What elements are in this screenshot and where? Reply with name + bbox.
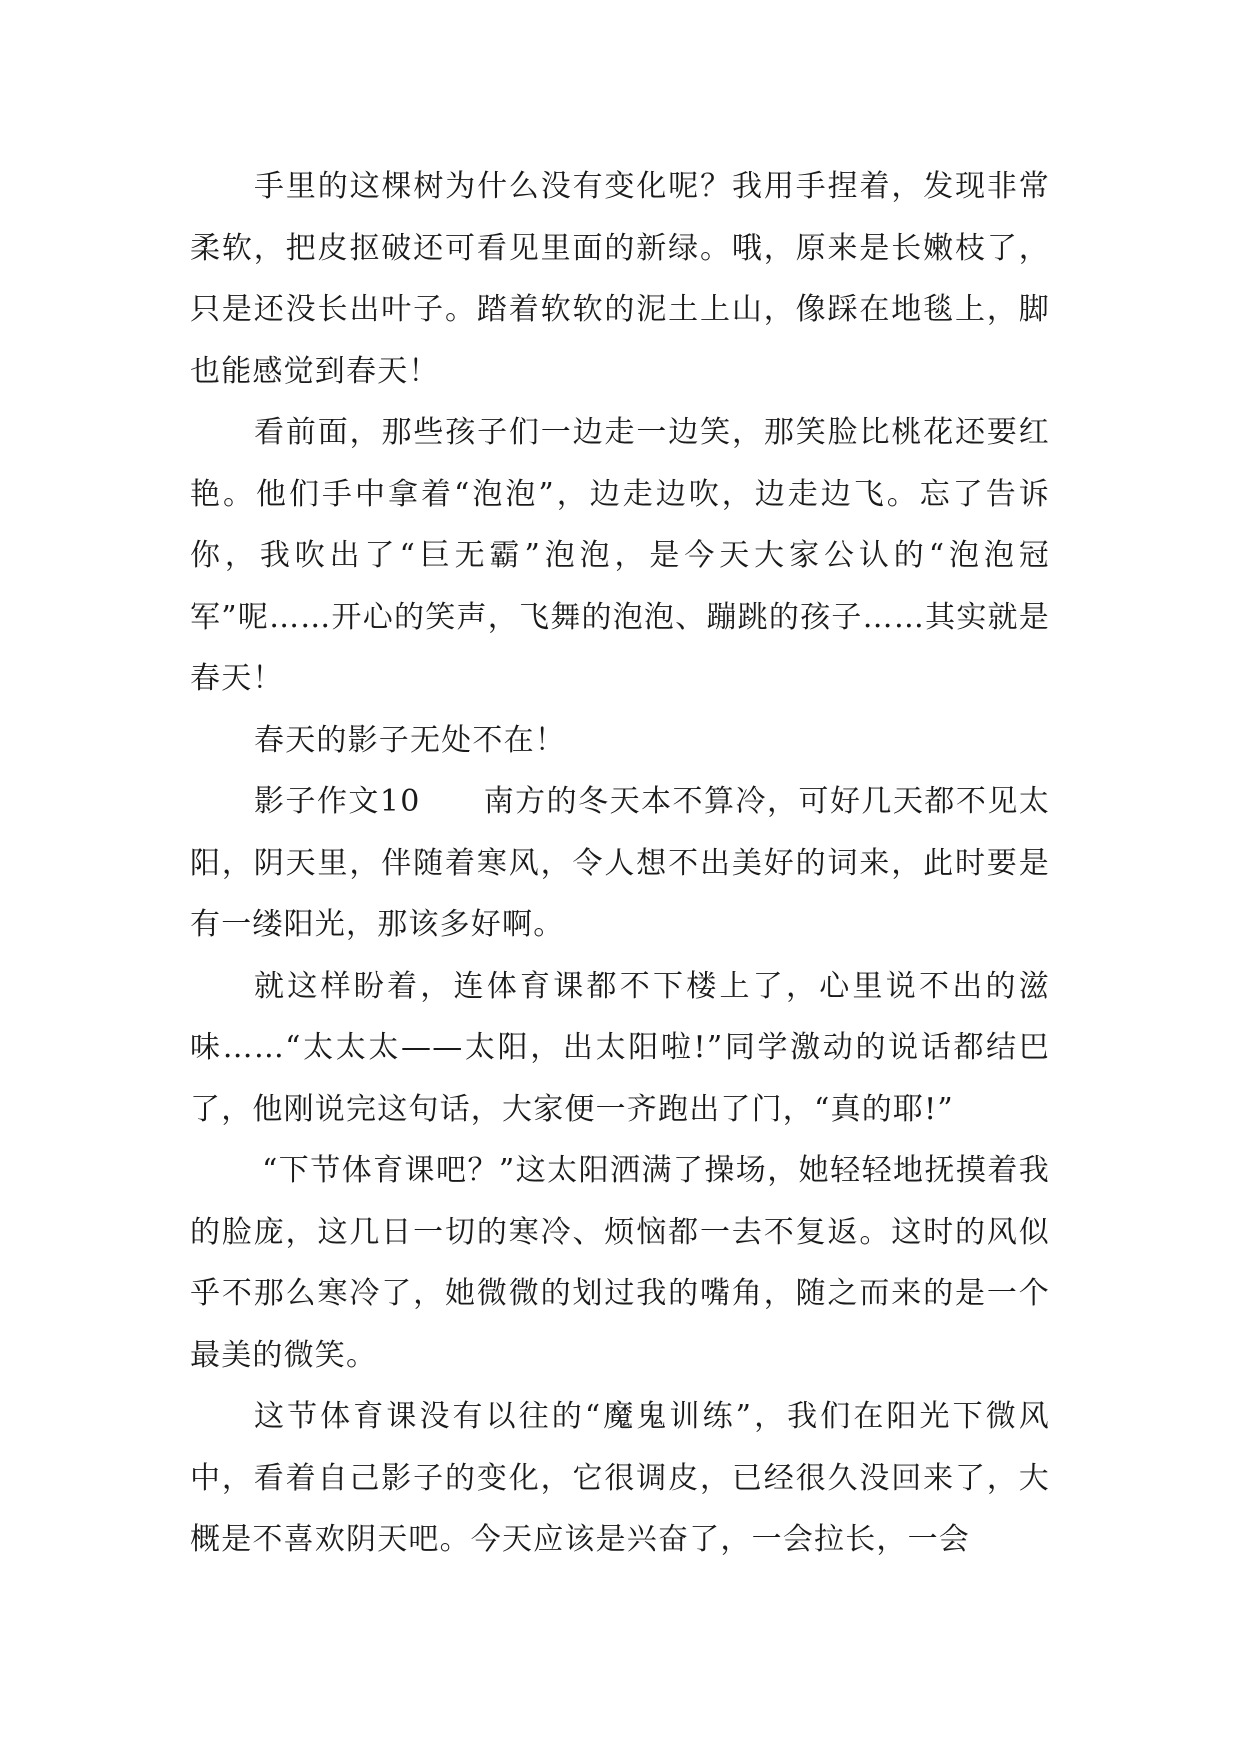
paragraph-pe-class-sunlight: “下节体育课吧？”这太阳洒满了操场，她轻轻地抚摸着我的脸庞，这几日一切的寒冷、烦恼都一去不复返。这时的风似乎不那么寒冷了，她微微的划过我的嘴角，随之而来的是一个最美的微笑。 — [190, 1153, 1050, 1373]
document-body — [190, 156, 1050, 1571]
paragraph-shadow-changes: 这节体育课没有以往的“魔鬼训练”，我们在阳光下微风中，看着自己影子的变化，它很调皮，已经很久没回来了，大概是不喜欢阴天吧。今天应该是兴奋了，一会拉长，一会 — [190, 1399, 1050, 1557]
paragraph-essay-10-intro: 影子作文10 南方的冬天本不算冷，可好几天都不见太阳，阴天里，伴随着寒风，令人想不出美好的词来，此时要是有一缕阳光，那该多好啊。 — [190, 784, 1050, 942]
paragraph-bubbles: 看前面，那些孩子们一边走一边笑，那笑脸比桃花还要红艳。他们手中拿着“泡泡”，边走边吹，边走边飞。忘了告诉你，我吹出了“巨无霸”泡泡，是今天大家公认的“泡泡冠军”呢……开心的笑声，飞舞的泡泡、蹦跳的孩子……其实就是春天！ — [190, 415, 1050, 696]
paragraph-spring-shadow: 春天的影子无处不在！ — [254, 722, 566, 758]
paragraph-sun-appears: 就这样盼着，连体育课都不下楼上了，心里说不出的滋味……“太太太——太阳，出太阳啦!”同学激动的说话都结巴了，他刚说完这句话，大家便一齐跑出了门，“真的耶!” — [190, 968, 1050, 1127]
paragraph-tree-branch: 手里的这棵树为什么没有变化呢？我用手捏着，发现非常柔软，把皮抠破还可看见里面的新绿。哦，原来是长嫩枝了，只是还没长出叶子。踏着软软的泥土上山，像踩在地毯上，脚也能感觉到春天！ — [190, 169, 1050, 389]
